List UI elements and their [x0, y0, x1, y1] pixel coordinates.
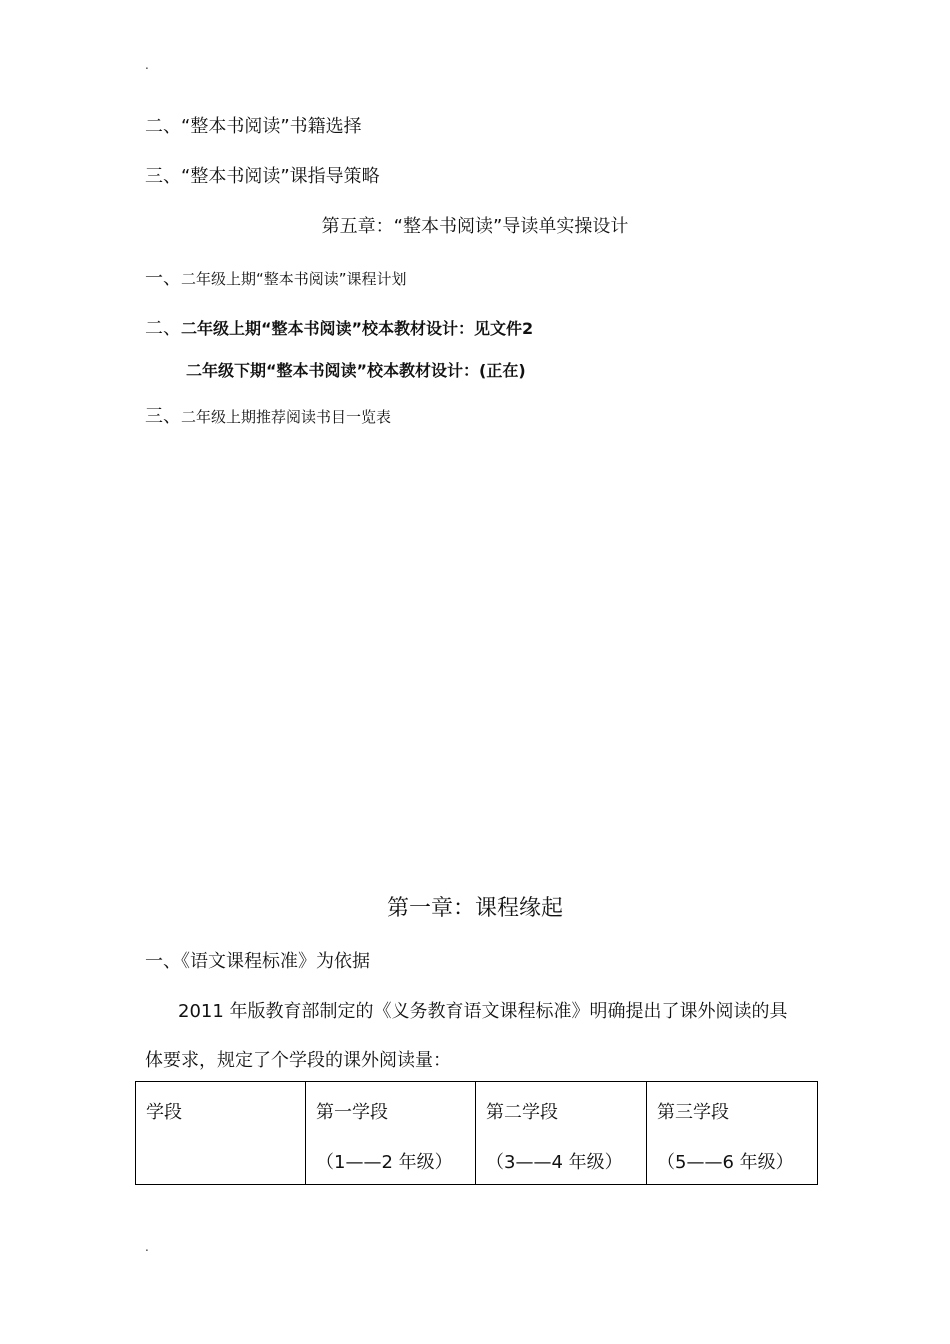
stage-grades: （1——2 年级）	[316, 1152, 453, 1173]
table-header-cell	[136, 1082, 306, 1185]
toc-ch5-item-1-number: 一、	[145, 268, 181, 289]
toc-ch5-item-3-text: 二年级上期推荐阅读书目一览表	[181, 408, 392, 426]
stage-grades: （3——4 年级）	[486, 1152, 623, 1173]
section1-heading: 一、《语文课程标准》为依据	[145, 951, 370, 972]
chapter1-heading: 第一章：课程缘起	[386, 896, 563, 921]
toc-ch5-item-3-number: 三、	[145, 406, 181, 427]
table-cell-stage-2	[476, 1082, 647, 1185]
toc-ch5-item-2	[145, 314, 533, 340]
toc-ch5-item-3	[145, 402, 391, 428]
table-header-label: 学段	[146, 1102, 182, 1123]
chapter5-heading: 第五章：“整本书阅读”导读单实操设计	[321, 216, 629, 237]
toc-item-book-selection: 二、“整本书阅读”书籍选择	[145, 116, 362, 137]
stage-grades: （5——6 年级）	[657, 1152, 794, 1173]
toc-ch5-item-2-number: 二、	[145, 318, 181, 339]
stage-name: 第三学段	[657, 1102, 729, 1123]
toc-ch5-item-1	[145, 264, 407, 290]
paragraph-line-1: 2011 年版教育部制定的《义务教育语文课程标准》明确提出了课外阅读的具	[178, 1001, 788, 1022]
reading-stage-table	[135, 1081, 818, 1185]
stage-name: 第一学段	[316, 1102, 388, 1123]
header-mark: .	[145, 58, 149, 72]
paragraph-line-2: 体要求，规定了个学段的课外阅读量：	[145, 1050, 451, 1071]
toc-ch5-item-1-text: 二年级上期“整本书阅读”课程计划	[181, 270, 407, 288]
table-row	[136, 1082, 818, 1185]
toc-ch5-item-2b: 二年级下期“整本书阅读”校本教材设计：(正在)	[186, 361, 526, 380]
toc-ch5-item-2-text: 二年级上期“整本书阅读”校本教材设计：见文件2	[181, 319, 534, 338]
stage-name: 第二学段	[486, 1102, 558, 1123]
toc-item-guidance-strategy: 三、“整本书阅读”课指导策略	[145, 166, 380, 187]
footer-mark: .	[145, 1240, 149, 1254]
table-cell-stage-1	[306, 1082, 476, 1185]
table-cell-stage-3	[647, 1082, 818, 1185]
